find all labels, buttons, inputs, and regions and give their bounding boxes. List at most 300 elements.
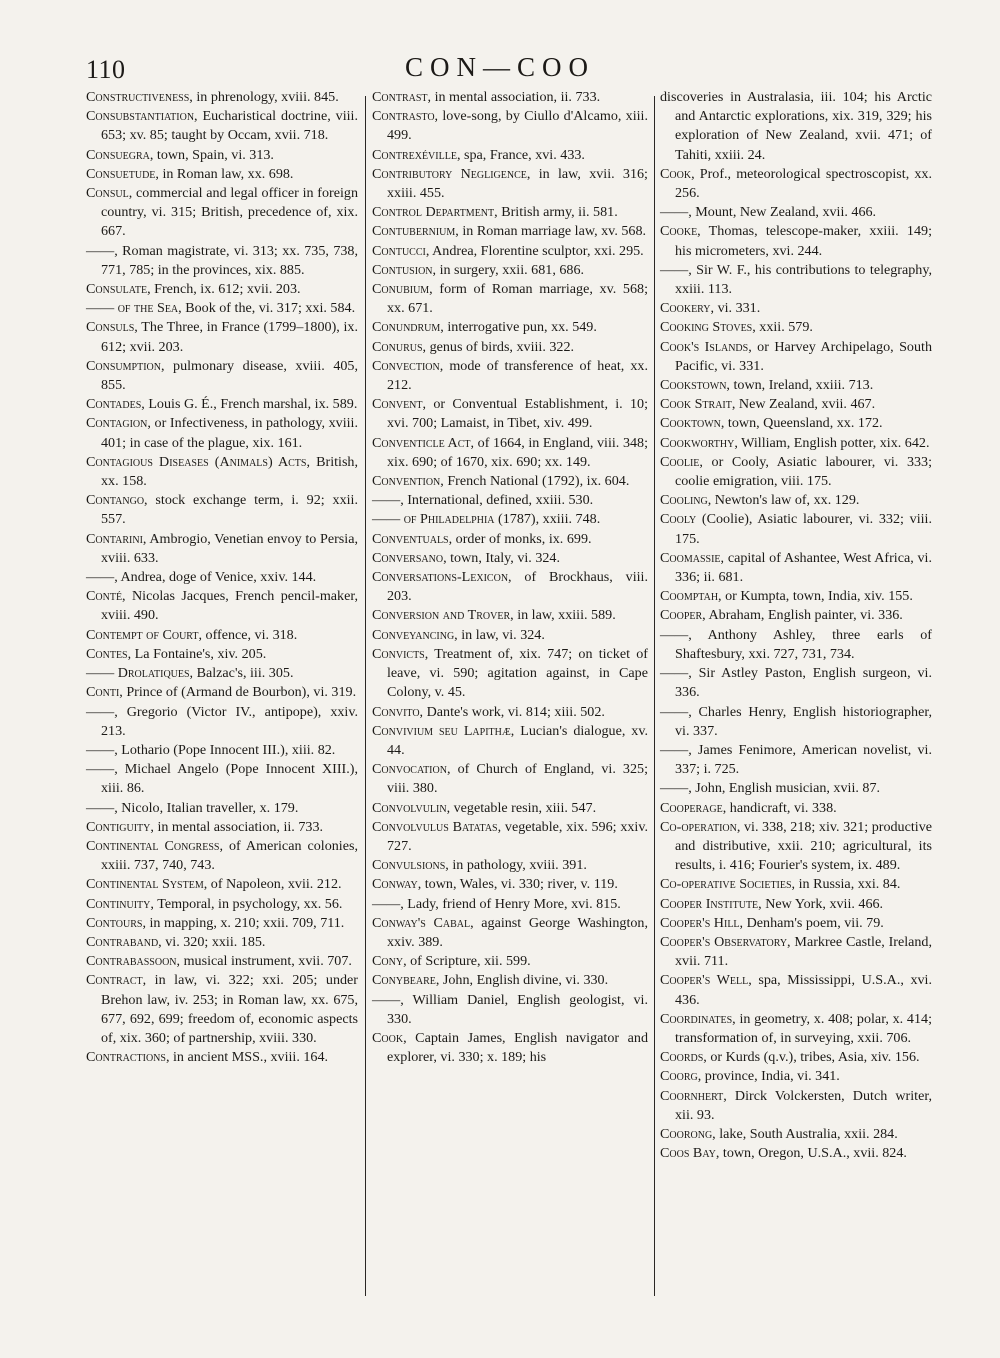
entry-headword: Cookery, — [660, 300, 715, 317]
index-entry — [86, 357, 358, 395]
entry-text: in law, xvii. 316; xxiii. 455. — [387, 165, 648, 202]
entry-text: genus of birds, xviii. 322. — [426, 338, 575, 355]
index-entry — [86, 530, 358, 568]
entry-text: Gregorio (Victor IV., antipope), xxiv. 213. — [101, 703, 358, 739]
entry-text: town, Spain, vi. 313. — [153, 146, 274, 163]
entry-headword: Cookworthy, — [660, 434, 738, 451]
entry-text: Michael Angelo (Pope Innocent XIII.), xiii. 86. — [101, 761, 358, 797]
index-entry — [372, 88, 648, 107]
entry-text: James Fenimore, American novelist, vi. 337; i. 725. — [675, 741, 932, 778]
entry-text: of American colonies, xxiii. 737, 740, 743. — [101, 837, 358, 874]
entry-headword: Conversations-Lexicon, — [372, 569, 512, 586]
index-entry — [660, 203, 932, 222]
entry-text: order of monks, ix. 699. — [452, 530, 592, 547]
entry-headword: ——, — [86, 741, 118, 758]
entry-text: in ancient MSS., xviii. 164. — [169, 1049, 329, 1066]
entry-headword: Contusion, — [372, 261, 437, 278]
entry-headword: Coords, — [660, 1049, 707, 1066]
entry-text: Newton's law of, xx. 129. — [711, 492, 860, 509]
entry-text: in surgery, xxii. 681, 686. — [436, 261, 585, 278]
entry-headword: ——, — [660, 665, 692, 682]
index-entry — [372, 895, 648, 914]
index-entry — [660, 88, 932, 165]
entry-headword: Conubium, — [372, 281, 433, 298]
entry-headword: Convolvulus Batatas, — [372, 818, 502, 835]
entry-text: or Infectiveness, in pathology, xviii. 401; in case of the plague, xix. 161. — [101, 415, 358, 451]
entry-headword: Coordinates, — [660, 1010, 736, 1027]
index-entry — [86, 741, 358, 760]
entry-headword: Coornhert, — [660, 1087, 727, 1104]
entry-headword: ——, — [660, 703, 692, 720]
entry-text: or Kurds (q.v.), tribes, Asia, xiv. 156. — [706, 1049, 920, 1066]
entry-headword: Contarini, — [86, 530, 147, 547]
index-entry — [86, 587, 358, 625]
entry-headword: Contrabassoon, — [86, 953, 181, 970]
entry-headword: Continental System, — [86, 876, 208, 893]
entry-headword: Cooper's Hill, — [660, 914, 744, 931]
entry-headword: Consumption, — [86, 357, 165, 374]
entry-text: province, India, vi. 341. — [701, 1068, 840, 1085]
entry-headword: ——, — [372, 895, 404, 912]
entry-headword: Cooperage, — [660, 799, 727, 816]
entry-text: in Roman marriage law, xv. 568. — [458, 223, 647, 240]
entry-text: Andrea, doge of Venice, xxiv. 144. — [117, 569, 317, 586]
entry-text: Lady, friend of Henry More, xvi. 815. — [403, 895, 621, 912]
index-entry — [660, 1010, 932, 1048]
index-entry — [372, 395, 648, 433]
index-entry — [660, 1125, 932, 1144]
entry-text: in mapping, x. 210; xxii. 709, 711. — [145, 914, 345, 931]
index-entry — [660, 741, 932, 779]
entry-headword: Contucci, — [372, 242, 430, 259]
index-entry — [86, 184, 358, 242]
entry-text: xxii. 579. — [755, 319, 813, 336]
entry-text: or Cooly, Asiatic labourer, vi. 333; coolie emigration, viii. 175. — [675, 453, 932, 490]
entry-text: against George Washington, xxiv. 389. — [387, 914, 648, 950]
entry-headword: Cooke, — [660, 223, 701, 240]
index-entry — [86, 626, 358, 645]
entry-text: Louis G. É., French marshal, ix. 589. — [144, 396, 358, 413]
entry-headword: Cooper, — [660, 607, 706, 624]
entry-text: Prince of (Armand de Bourbon), vi. 319. — [122, 684, 357, 701]
entry-text: of Scripture, xii. 599. — [406, 953, 531, 970]
index-entry — [86, 242, 358, 280]
index-entry — [372, 875, 648, 894]
entry-headword: Conventuals, — [372, 530, 453, 547]
index-entry — [372, 549, 648, 568]
entry-headword: Contrasto, — [372, 108, 439, 125]
index-entry — [86, 395, 358, 414]
index-entry — [86, 971, 358, 1048]
entry-headword: ——, — [372, 991, 404, 1008]
entry-headword: Conversano, — [372, 549, 447, 566]
index-entry — [372, 146, 648, 165]
index-entry — [86, 1048, 358, 1067]
entry-headword: Coos Bay, — [660, 1145, 720, 1162]
index-entry — [86, 818, 358, 837]
entry-text: town, Ireland, xxiii. 713. — [729, 377, 874, 394]
index-entry — [660, 299, 932, 318]
entry-headword: Cooper Institute, — [660, 895, 762, 912]
entry-text: town, Wales, vi. 330; river, v. 119. — [421, 876, 618, 893]
entry-headword: ——, — [660, 261, 692, 278]
entry-text: Lucian's dialogue, xv. 44. — [387, 722, 649, 758]
index-entry — [660, 414, 932, 433]
entry-text: spa, France, xvi. 433. — [460, 146, 585, 163]
entry-headword: Contract, — [86, 972, 147, 989]
entry-headword: Contraband, — [86, 933, 162, 950]
entry-text: French National (1792), ix. 604. — [443, 473, 630, 490]
index-entry — [86, 760, 358, 798]
index-entry — [660, 261, 932, 299]
entry-headword: Contagion, — [86, 415, 151, 432]
entry-headword: Coorong, — [660, 1125, 716, 1142]
entry-headword: Conway's Cabal, — [372, 914, 474, 931]
index-entry — [660, 1144, 932, 1163]
index-entry — [372, 107, 648, 145]
entry-text: Nicolo, Italian traveller, x. 179. — [117, 799, 299, 816]
entry-headword: Cook, — [372, 1029, 407, 1046]
entry-text: spa, Mississippi, U.S.A., xvi. 436. — [675, 972, 932, 1008]
entry-text: Lothario (Pope Innocent III.), xiii. 82. — [117, 741, 336, 758]
entry-headword: Consul, — [86, 185, 133, 202]
index-entry — [86, 568, 358, 587]
entry-headword: Convection, — [372, 357, 444, 374]
entry-headword: Conveyancing, — [372, 626, 458, 643]
index-entry — [86, 491, 358, 529]
entry-text: interrogative pun, xx. 549. — [443, 319, 597, 336]
index-entry — [660, 549, 932, 587]
index-entry — [372, 434, 648, 472]
index-entry — [660, 875, 932, 894]
entry-headword: Contes, — [86, 645, 132, 662]
entry-headword: Contempt of Court, — [86, 626, 202, 643]
index-entry — [660, 222, 932, 260]
index-entry — [86, 299, 358, 318]
entry-text: Thomas, telescope-maker, xxiii. 149; his micrometers, xvi. 244. — [675, 223, 932, 259]
index-entry — [86, 799, 358, 818]
entry-text: vegetable, xix. 596; xxiv. 727. — [387, 818, 648, 854]
index-entry — [372, 530, 648, 549]
entry-text: in phrenology, xviii. 845. — [192, 89, 339, 105]
entry-text: capital of Ashantee, West Africa, vi. 336; ii. 681. — [675, 549, 932, 586]
index-entry — [660, 626, 932, 664]
entry-text: John, English musician, xvii. 87. — [691, 780, 881, 797]
index-entry — [660, 818, 932, 876]
index-entry — [86, 875, 358, 894]
index-entry — [372, 1029, 648, 1067]
index-entry — [660, 914, 932, 933]
entry-text: discoveries in Australasia, iii. 104; his Arctic and Antarctic explorations, xix. 319, 329; his exploration of New Zealand, xvii. 471; of Tahiti, xxiii. 24. — [660, 89, 932, 163]
index-entry — [372, 626, 648, 645]
index-entry — [660, 933, 932, 971]
index-entry — [660, 165, 932, 203]
entry-headword: Consuls, — [86, 319, 138, 336]
entry-text: British army, ii. 581. — [497, 204, 618, 221]
index-entry — [660, 510, 932, 548]
entry-text: British, xx. 158. — [101, 453, 359, 490]
entry-headword: Continental Congress, — [86, 837, 223, 854]
index-entry — [372, 510, 648, 529]
index-entry — [86, 837, 358, 875]
entry-text: mode of transference of heat, xx. 212. — [387, 357, 648, 394]
entry-headword: —— of the Sea, — [86, 300, 182, 317]
entry-headword: Cony, — [372, 953, 407, 970]
entry-headword: ——, — [372, 492, 404, 509]
entry-headword: Cooktown, — [660, 415, 725, 432]
entry-text: vi. 331. — [714, 300, 761, 317]
entry-text: Prof., meteorological spectroscopist, xx. 256. — [675, 165, 932, 202]
index-entry — [660, 491, 932, 510]
entry-text: town, Italy, vi. 324. — [446, 549, 560, 566]
index-column-3 — [660, 88, 932, 1163]
entry-headword: Convivium seu Lapithæ, — [372, 722, 515, 739]
entry-text: Temporal, in psychology, xx. 56. — [153, 895, 343, 912]
entry-text: handicraft, vi. 338. — [726, 799, 837, 816]
entry-text: love-song, by Ciullo d'Alcamo, xiii. 499. — [387, 108, 648, 144]
entry-text: Captain James, English navigator and explorer, vi. 330; x. 189; his — [387, 1029, 648, 1066]
entry-headword: ——, — [86, 242, 118, 259]
entry-headword: Conventicle Act, — [372, 434, 475, 451]
entry-headword: Conti, — [86, 684, 123, 701]
entry-headword: ——, — [660, 741, 692, 758]
entry-text: Anthony Ashley, three earls of Shaftesbury, xxi. 727, 731, 734. — [675, 626, 932, 662]
index-entry — [372, 203, 648, 222]
entry-text: in mental association, ii. 733. — [153, 818, 324, 835]
entry-headword: ——, — [660, 204, 692, 221]
index-entry — [660, 587, 932, 606]
index-entry — [372, 703, 648, 722]
entry-headword: ——, — [86, 569, 118, 586]
entry-text: Sir W. F., his contributions to telegraphy, xxiii. 113. — [675, 261, 932, 298]
entry-headword: Contango, — [86, 492, 148, 509]
entry-headword: Cookstown, — [660, 377, 730, 394]
index-entry — [86, 280, 358, 299]
index-entry — [86, 914, 358, 933]
index-entry — [372, 165, 648, 203]
index-entry — [660, 1087, 932, 1125]
index-entry — [372, 280, 648, 318]
running-head: CON—COO — [404, 52, 595, 82]
index-entry — [372, 338, 648, 357]
entry-headword: Coomassie, — [660, 549, 725, 566]
entry-headword: Control Department, — [372, 204, 498, 221]
index-entry — [372, 760, 648, 798]
entry-text: or Harvey Archipelago, South Pacific, vi. 331. — [675, 338, 932, 374]
entry-text: French, ix. 612; xvii. 203. — [150, 281, 301, 298]
entry-headword: Contades, — [86, 396, 145, 413]
index-entry — [660, 606, 932, 625]
entry-text: Nicolas Jacques, French pencil-maker, xviii. 490. — [101, 588, 358, 624]
entry-headword: —— Drolatiques, — [86, 665, 194, 682]
entry-headword: Convention, — [372, 473, 444, 490]
entry-headword: Contributory Negligence, — [372, 165, 531, 182]
index-entry — [660, 703, 932, 741]
index-entry — [660, 1048, 932, 1067]
entry-headword: Consulate, — [86, 281, 151, 298]
entry-text: Dirck Volckersten, Dutch writer, xii. 93. — [675, 1087, 932, 1123]
entry-text: Charles Henry, English historiographer, vi. 337. — [675, 703, 932, 739]
entry-text: in Russia, xxi. 84. — [795, 876, 901, 893]
entry-text: of Brockhaus, viii. 203. — [387, 569, 648, 605]
index-entry — [372, 971, 648, 990]
entry-text: of Napoleon, xvii. 212. — [207, 876, 342, 893]
entry-headword: Consuegra, — [86, 146, 154, 163]
entry-text: Sir Astley Paston, English surgeon, vi. 336. — [675, 665, 932, 701]
index-entry — [372, 914, 648, 952]
entry-text: offence, vi. 318. — [202, 626, 298, 643]
entry-headword: Conté, — [86, 588, 126, 605]
entry-text: in Roman law, xx. 698. — [158, 165, 294, 182]
entry-text: New Zealand, xvii. 467. — [735, 396, 876, 413]
entry-headword: Conurus, — [372, 338, 427, 355]
entry-text: Balzac's, iii. 305. — [193, 665, 294, 682]
entry-text: in geometry, x. 408; polar, x. 414; transformation of, in surveying, xxii. 706. — [675, 1010, 932, 1046]
entry-headword: Cooling, — [660, 492, 712, 509]
entry-headword: Cook's Islands, — [660, 338, 752, 355]
index-entry — [660, 971, 932, 1009]
index-entry — [86, 895, 358, 914]
entry-headword: Cooper's Observatory, — [660, 933, 791, 950]
entry-text: vi. 338, 218; xiv. 321; productive and distributive, xxii. 210; agricultural, its results, i. 416; Fourier's system, ix. 489. — [675, 818, 932, 874]
index-entry — [372, 991, 648, 1029]
index-entry — [660, 453, 932, 491]
entry-headword: Convicts, — [372, 645, 429, 662]
entry-headword: Convent, — [372, 396, 427, 413]
index-entry — [660, 1067, 932, 1086]
index-entry — [372, 799, 648, 818]
index-entry — [86, 703, 358, 741]
entry-text: Roman magistrate, vi. 313; xx. 735, 738, 771, 785; in the provinces, xix. 885. — [101, 242, 358, 278]
index-entry — [372, 722, 648, 760]
index-entry — [372, 318, 648, 337]
entry-text: John, English divine, vi. 330. — [439, 972, 609, 989]
index-entry — [86, 683, 358, 702]
entry-headword: Contractions, — [86, 1049, 170, 1066]
entry-text: form of Roman marriage, xv. 568; xx. 671. — [387, 281, 648, 317]
entry-text: in pathology, xviii. 391. — [448, 857, 587, 874]
entry-headword: Contagious Diseases (Animals) Acts, — [86, 453, 311, 470]
entry-headword: Co-operation, — [660, 818, 741, 835]
page-number: 110 — [86, 55, 126, 84]
entry-text: commercial and legal officer in foreign country, vi. 315; British, precedence of, xix. 667. — [101, 185, 358, 240]
entry-text: International, defined, xxiii. 530. — [403, 492, 594, 509]
index-entry — [86, 88, 358, 107]
entry-text: New York, xvii. 466. — [761, 895, 884, 912]
index-entry — [372, 645, 648, 703]
entry-headword: Cook, — [660, 165, 695, 182]
entry-text: in law, vi. 324. — [457, 626, 545, 643]
index-entry — [372, 818, 648, 856]
entry-text: musical instrument, xvii. 707. — [180, 953, 352, 970]
entry-headword: Contours, — [86, 914, 146, 931]
index-entry — [660, 395, 932, 414]
index-entry — [660, 779, 932, 798]
entry-text: town, Queensland, xx. 172. — [724, 415, 883, 432]
entry-text: La Fontaine's, xiv. 205. — [131, 645, 267, 662]
index-entry — [86, 318, 358, 356]
entry-headword: Convolvulin, — [372, 799, 451, 816]
entry-text: Treatment of, xix. 747; on ticket of leave, vi. 590; agitation against, in Cape Colony, v. 45. — [387, 645, 648, 701]
entry-text: vegetable resin, xiii. 547. — [450, 799, 597, 816]
entry-text: town, Oregon, U.S.A., xvii. 824. — [719, 1145, 907, 1162]
entry-headword: Conundrum, — [372, 319, 444, 336]
entry-text: (1787), xxiii. 748. — [494, 511, 601, 528]
index-entry — [86, 952, 358, 971]
index-entry — [660, 799, 932, 818]
entry-text: Ambrogio, Venetian envoy to Persia, xviii. 633. — [101, 530, 358, 566]
entry-text: of 1664, in England, viii. 348; xix. 690; of 1670, xix. 690; xx. 149. — [387, 434, 649, 470]
index-entry — [86, 645, 358, 664]
entry-text: William Daniel, English geologist, vi. 330. — [387, 991, 648, 1027]
index-entry — [372, 491, 648, 510]
index-entry — [372, 222, 648, 241]
entry-headword: Cooly — [660, 511, 697, 528]
index-entry — [372, 952, 648, 971]
index-entry — [86, 664, 358, 683]
entry-text: Denham's poem, vii. 79. — [743, 914, 884, 931]
entry-text: in mental association, ii. 733. — [431, 89, 601, 105]
index-entry — [372, 357, 648, 395]
index-column-1 — [86, 88, 358, 1067]
index-entry — [372, 472, 648, 491]
column-rule — [365, 96, 366, 1296]
entry-headword: Convulsions, — [372, 857, 449, 874]
index-entry — [86, 453, 358, 491]
entry-headword: Contubernium, — [372, 223, 459, 240]
index-entry — [372, 606, 648, 625]
entry-headword: Convito, — [372, 703, 424, 720]
entry-text: in law, xxiii. 589. — [513, 607, 616, 624]
entry-text: Book of the, vi. 317; xxi. 584. — [181, 300, 356, 317]
entry-text: The Three, in France (1799–1800), ix. 612; xvii. 203. — [101, 319, 358, 355]
entry-text: William, English potter, xix. 642. — [737, 434, 930, 451]
index-entry — [86, 107, 358, 145]
entry-headword: Contiguity, — [86, 818, 154, 835]
entry-text: Dante's work, vi. 814; xiii. 502. — [423, 703, 605, 720]
entry-headword: Coomptah, — [660, 588, 722, 605]
entry-text: pulmonary disease, xviii. 405, 855. — [101, 357, 358, 394]
entry-headword: ——, — [660, 626, 692, 643]
index-entry — [86, 146, 358, 165]
index-entry — [372, 568, 648, 606]
entry-headword: Convocation, — [372, 761, 451, 778]
index-entry — [86, 933, 358, 952]
entry-text: of Church of England, vi. 325; viii. 380. — [387, 761, 648, 797]
entry-headword: Consuetude, — [86, 165, 159, 182]
entry-text: lake, South Australia, xxii. 284. — [715, 1125, 898, 1142]
entry-headword: Conversion and Trover, — [372, 607, 514, 624]
entry-headword: ——, — [86, 799, 118, 816]
index-entry — [372, 856, 648, 875]
entry-headword: Constructiveness, — [86, 89, 193, 105]
index-entry — [86, 414, 358, 452]
entry-text: Mount, New Zealand, xvii. 466. — [691, 204, 877, 221]
entry-text: (Coolie), Asiatic labourer, vi. 332; viii. 175. — [675, 511, 932, 547]
entry-headword: ——, — [660, 780, 692, 797]
entry-headword: Continuity, — [86, 895, 154, 912]
index-entry — [660, 318, 932, 337]
entry-text: stock exchange term, i. 92; xxii. 557. — [101, 492, 358, 528]
entry-headword: —— of Philadelphia — [372, 511, 495, 528]
entry-headword: Conway, — [372, 876, 422, 893]
entry-headword: ——, — [86, 761, 118, 778]
entry-headword: Cook Strait, — [660, 396, 736, 413]
index-entry — [86, 165, 358, 184]
entry-text: or Conventual Establishment, i. 10; xvi. 700; Lamaist, in Tibet, xiv. 499. — [387, 396, 648, 432]
index-entry — [372, 242, 648, 261]
entry-headword: ——, — [86, 703, 118, 720]
